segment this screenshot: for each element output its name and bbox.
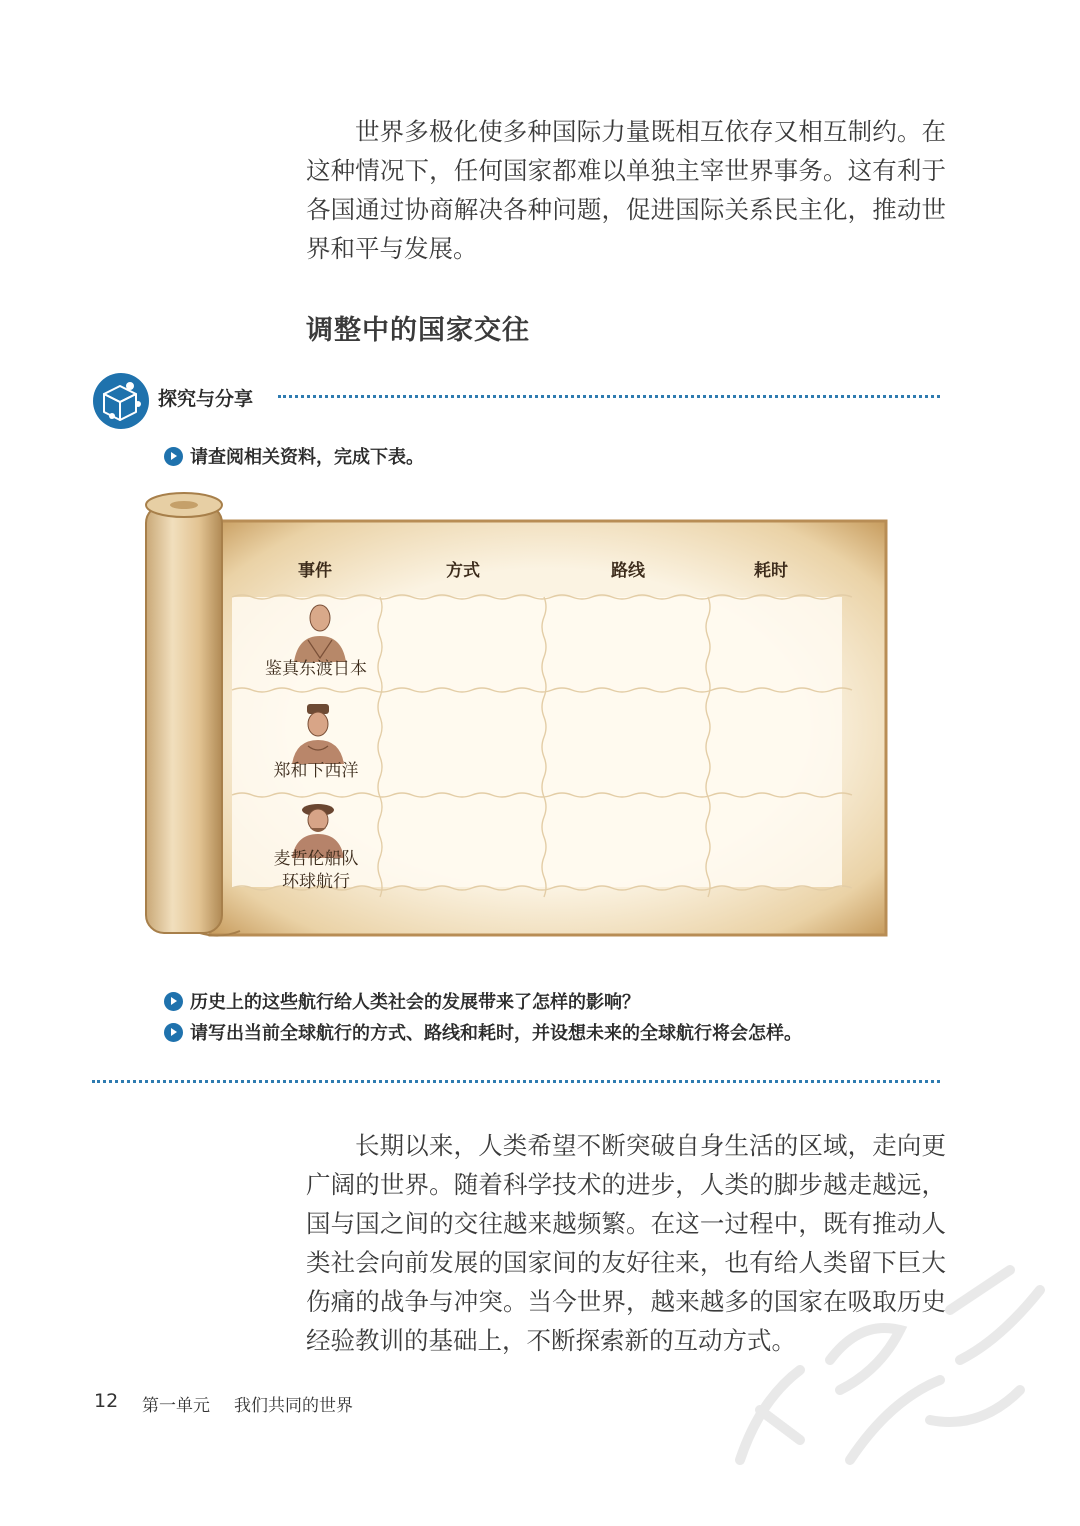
task-text: 请写出当前全球航行的方式、路线和耗时，并设想未来的全球航行将会怎样。 bbox=[190, 1023, 802, 1044]
puzzle-cube-icon bbox=[92, 372, 150, 430]
task-item-3 bbox=[164, 1019, 802, 1045]
task-text: 历史上的这些航行给人类社会的发展带来了怎样的影响？ bbox=[190, 992, 640, 1013]
play-bullet-icon bbox=[164, 992, 183, 1011]
watermark-logo bbox=[700, 1160, 1080, 1526]
table-header-route: 路线 bbox=[611, 561, 645, 581]
event-magellan-line1: 麦哲伦船队 bbox=[273, 849, 359, 869]
event-magellan bbox=[246, 848, 386, 894]
jianzhen-portrait-icon bbox=[290, 600, 350, 662]
section-title: 调整中的国家交往 bbox=[306, 315, 530, 346]
section-divider-bottom bbox=[92, 1080, 940, 1083]
table-header-event: 事件 bbox=[298, 561, 332, 581]
play-bullet-icon bbox=[164, 1023, 183, 1042]
intro-paragraph: 世界多极化使多种国际力量既相互依存又相互制约。在这种情况下，任何国家都难以单独主宰世界事务。这有利于各国通过协商解决各种问题，促进国际关系民主化，推动世界和平与发展。 bbox=[306, 117, 946, 263]
body-paragraph: 长期以来，人类希望不断突破自身生活的区域，走向更广阔的世界。随着科学技术的进步，人类的脚步越走越远，国与国之间的交往越来越频繁。在这一过程中，既有推动人类社会向前发展的国家间的友好往来，也有给人类留下巨大伤痛的战争与冲突。当今世界，越来越多的国家在吸取历史经验教训的基础上，不断探索新的互动方式。 bbox=[306, 1131, 946, 1355]
event-jianzhen: 鉴真东渡日本 bbox=[265, 659, 367, 679]
task-item-1 bbox=[164, 443, 424, 469]
page-number: 12 bbox=[94, 1390, 119, 1412]
table-header-method: 方式 bbox=[446, 561, 480, 581]
zhenghe-portrait-icon bbox=[288, 702, 348, 764]
event-magellan-line2: 环球航行 bbox=[282, 872, 350, 892]
footer-unit: 第一单元 bbox=[142, 1396, 210, 1416]
footer-unit-title: 我们共同的世界 bbox=[234, 1396, 353, 1416]
play-bullet-icon bbox=[164, 447, 183, 466]
task-item-2 bbox=[164, 988, 640, 1014]
task-text: 请查阅相关资料，完成下表。 bbox=[190, 447, 424, 468]
section-divider-top bbox=[278, 395, 940, 398]
event-zhenghe: 郑和下西洋 bbox=[273, 761, 359, 781]
table-header-duration: 耗时 bbox=[754, 561, 788, 581]
explore-title: 探究与分享 bbox=[158, 388, 254, 410]
